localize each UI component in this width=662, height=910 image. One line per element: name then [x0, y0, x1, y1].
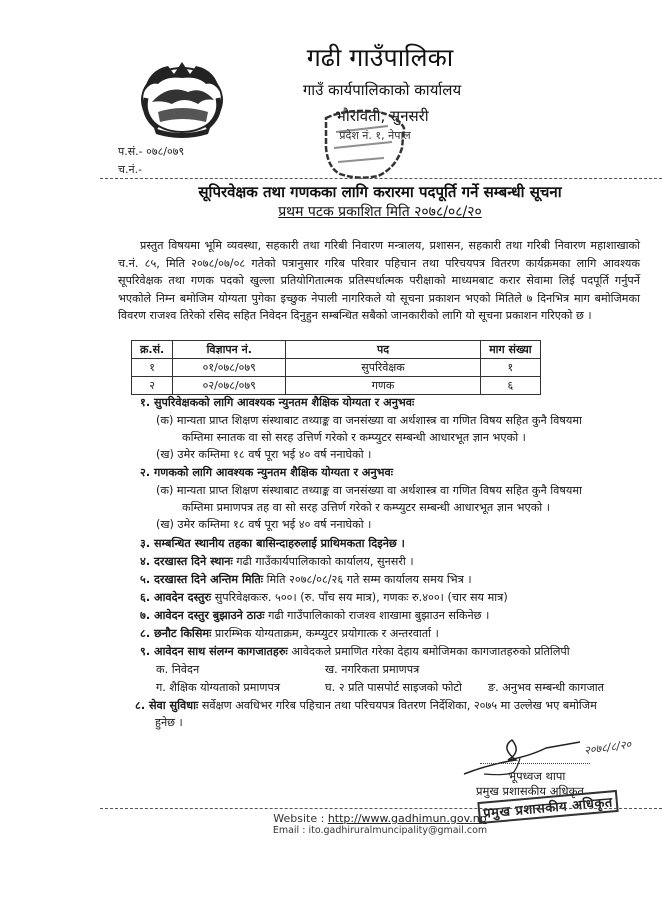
item-2-a-cont: कम्तिमा प्रमाणपत्र तह वा सो सरह उत्तिर्ण गरेको र कम्प्युटर सम्बन्धी आधारभूत ज्ञान भएको ।	[182, 501, 550, 514]
cell-ad-no: ०२/०७८/०७९	[173, 377, 286, 395]
cell-post: सुपरिवेक्षक	[286, 359, 480, 377]
item-2-heading: २. गणकको लागि आवश्यक न्युनतम शैक्षिक योग्यता र अनुभवः	[140, 466, 394, 479]
table-row	[132, 377, 541, 395]
office-province: प्रदेश नं. १, नेपाल	[339, 129, 411, 142]
item-9: ९. आवेदन साथ संलग्न कागजातहरुः आवेदकले प्रमाणित गरेका देहाय बमोजिमका कागजातहरुको प्रतिलिपी	[140, 645, 570, 658]
posts-table	[131, 340, 541, 395]
item-5: ५. दरखास्त दिने अन्तिम मितिः मिति २०७८/०८/२६ गते सम्म कार्यालय समय भित्र ।	[140, 573, 472, 586]
notice-body-text: प्रस्तुत विषयमा भूमि व्यवस्था, सहकारी तथा गरिबी निवारण मन्त्रालय, प्रशासन, सहकारी तथा गरिबी निवारण महाशाखाको च.नं. ८५, मिति २०७८/०७/०८ गतेको पत्रानुसार गरिब परिवार पहिचान तथा परिचयपत्र वितरण कार्यक्रमका लागि आवश्यक सूपरिवेक्षक तथा गणक पदको खुल्ला प्रतियोगितात्मक प्रतिस्पर्धात्मक परीक्षाको माध्यमबाट करार सेवामा लिई पदपूर्ति गर्नुपर्ने भएकोले निम्न बमोजिम योग्यता पुगेका इच्छुक नेपाली नागरिकले यो सूचना प्रकाशन भएको मितिले ७ दिनभित्र माग बमोजिमका विवरण राजश्व तिरेको रसिद सहित निवेदन दिनुहुन सम्बन्धित सबैको जानकारीको लागि यो सूचना प्रकाशन गरिएको छ ।	[118, 239, 640, 322]
office-address: भौरावती, सुनसरी	[335, 107, 429, 125]
item-1-b: (ख) उमेर कम्तिमा १८ वर्ष पूरा भई ४० वर्ष ननाघेको ।	[156, 448, 372, 461]
table-header-row	[132, 341, 541, 359]
table-row	[132, 359, 541, 377]
item-2-b: (ख) उमेर कम्तिमा १८ वर्ष पूरा भई ४० वर्ष ननाघेको ।	[156, 518, 372, 531]
footer-website: Website : http://www.gadhimun.gov.np	[273, 812, 487, 825]
cell-demand: ६	[480, 377, 540, 395]
signature-date: २०७८/८/२०	[583, 737, 633, 758]
cell-ad-no: ०१/०७८/०७९	[173, 359, 286, 377]
email-address[interactable]: ito.gadhiruralmuncipality@gmail.com	[308, 825, 488, 836]
doc-citizenship: ख. नगरिकता प्रमाणपत्र	[325, 663, 420, 676]
letter-number: प.सं.- ०७८/०७९	[118, 145, 185, 158]
notice-title: सूपिरवेक्षक तथा गणकका लागि करारमा पदपूर्ति गर्ने सम्बन्धी सूचना	[198, 183, 562, 201]
cell-demand: १	[480, 359, 540, 377]
designation-stamp: प्रमुख प्रशासकीय अधिकृत	[477, 790, 618, 824]
signature-line	[480, 763, 590, 764]
item-7: ७. आवेदन दस्तुर बुझाउने ठाउः गढी गाउँपालिकाको राजश्व शाखामा बुझाउन सकिनेछ ।	[140, 609, 490, 622]
item-3: ३. सम्बन्धित स्थानीय तहका बासिन्दाहरुलाई प्राथिमकता दिइनेछ ।	[140, 537, 405, 550]
col-header-serial: क्र.सं.	[132, 341, 173, 359]
nepal-government-emblem-icon	[128, 52, 236, 142]
notice-body	[118, 237, 640, 325]
item-2-a: (क) मान्यता प्राप्त शिक्षण संस्थाबाट तथ्याङ्क वा जनसंख्या वा अर्थशास्त्र वा गणित विषय सहित कुनै विषयमा	[156, 484, 582, 497]
signatory-name: भूपध्वज थापा	[508, 769, 566, 783]
dispatch-number: च.नं.-	[118, 163, 143, 176]
doc-application: क. निवेदन	[156, 663, 200, 676]
doc-photo: घ. २ प्रति पासपोर्ट साइजको फोटो	[325, 681, 462, 694]
cell-post: गणक	[286, 377, 480, 395]
item-1-a-cont: कम्तिमा स्नातक वा सो सरह उत्तिर्ण गरेको र कम्प्युटर सम्बन्धी आधारभूत ज्ञान भएको ।	[182, 431, 526, 444]
col-header-demand: माग संख्या	[480, 341, 540, 359]
doc-experience: ङ. अनुभव सम्बन्धी कागजात	[488, 681, 605, 694]
office-name: गाउँ कार्यपालिकाको कार्यालय	[302, 81, 462, 99]
item-10-cont: हुनेछ ।	[155, 716, 183, 729]
footer-divider	[100, 808, 662, 809]
item-1-a: (क) मान्यता प्राप्त शिक्षण संस्थाबाट तथ्याङ्क वा जनसंख्या वा अर्थशास्त्र वा गणित विषय सहित कुनै विषयमा	[156, 414, 582, 427]
website-link[interactable]: http://www.gadhimun.gov.np	[327, 812, 487, 825]
office-stamp-icon	[318, 108, 410, 180]
item-4: ४. दरखास्त दिने स्थानः गढी गाउँकार्यपालिकाको कार्यालय, सुनसरी ।	[140, 555, 414, 568]
doc-education: ग. शैक्षिक योग्यताको प्रमाणपत्र	[156, 681, 280, 694]
footer-email: Email : ito.gadhiruralmuncipality@gmail.com	[272, 825, 488, 836]
cell-serial: २	[132, 377, 173, 395]
signatory-title: प्रमुख प्रशासकीय अधिकृत	[476, 784, 584, 798]
col-header-ad-no: विज्ञापन नं.	[173, 341, 286, 359]
header-divider	[100, 178, 662, 179]
org-name: गढी गाउँपालिका	[306, 43, 454, 72]
item-1-heading: १. सुपरिवेक्षकको लागि आवश्यक न्युनतम शैक्षिक योग्यता र अनुभवः	[140, 396, 415, 409]
cell-serial: १	[132, 359, 173, 377]
item-10: ८. सेवा सुविधाः सर्वेक्षण अवधिभर गरिब पहिचान तथा परिचयपत्र वितरण निर्देशिका, २०७५ मा उल्लेख भए बमोजिम	[135, 699, 597, 712]
item-8: ८. छनौट किसिमः प्रारम्भिक योग्यताक्रम, कम्प्युटर प्रयोगात्क र अन्तरवार्ता ।	[140, 627, 439, 640]
item-6: ६. आवदेन दस्तुरः सुपरिवेक्षकःरु. ५००। (रु. पाँच सय मात्र), गणकः रु.४००। (चार सय मात्र)	[140, 591, 508, 604]
col-header-post: पद	[286, 341, 480, 359]
notice-subtitle	[120, 202, 640, 221]
publish-date-text: प्रथम पटक प्रकाशित मिति २०७८/०८/२०	[278, 204, 482, 220]
